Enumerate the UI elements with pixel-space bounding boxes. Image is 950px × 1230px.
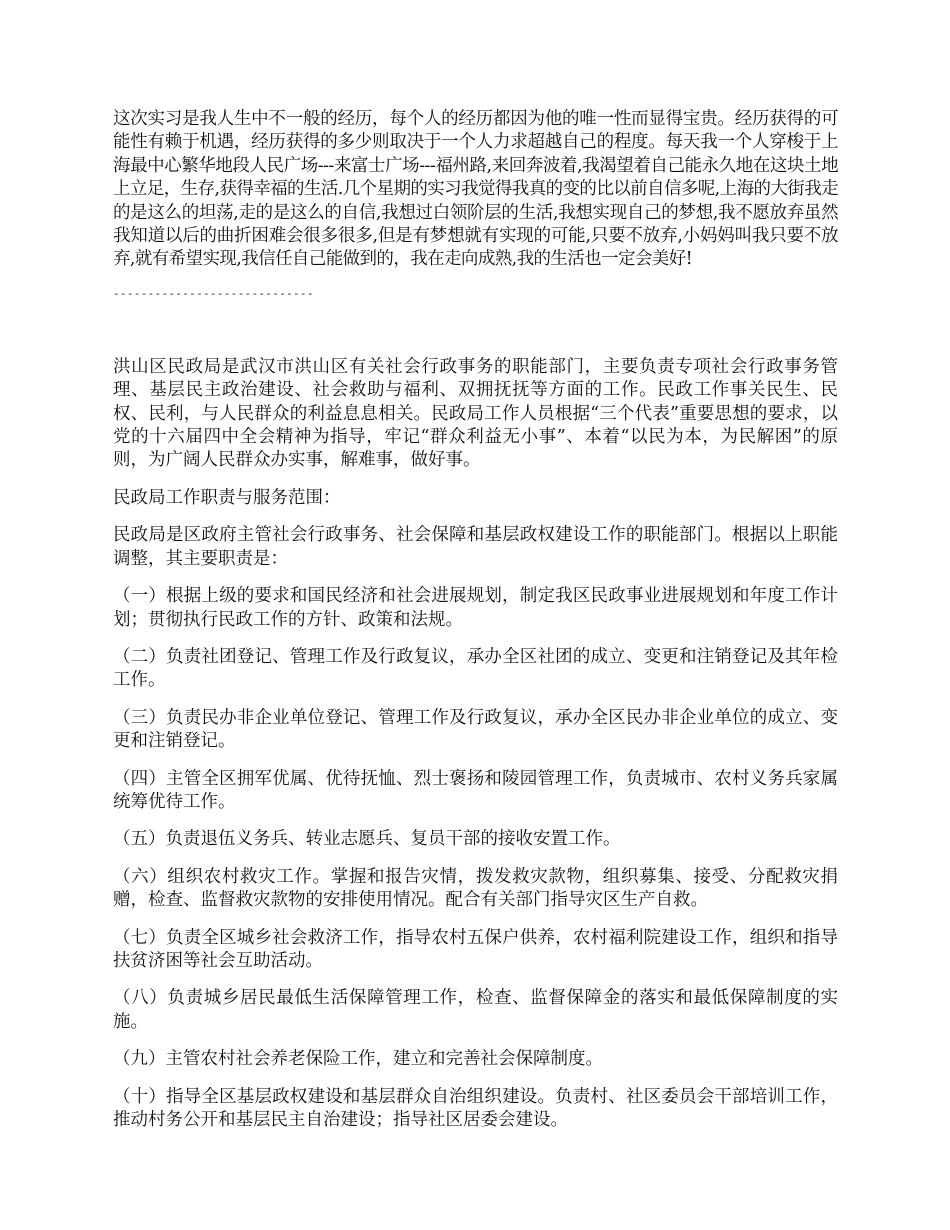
- duty-item-10: （十）指导全区基层政权建设和基层群众自治组织建设。负责村、社区委员会干部培训工作，推动村务公开和基层民主自治建设；指导社区居委会建设。: [113, 1086, 838, 1130]
- duty-item-4: （四）主管全区拥军优属、优待抚恤、烈士褒扬和陵园管理工作，负责城市、农村义务兵家属统筹优待工作。: [113, 768, 838, 812]
- document-page: [113, 108, 838, 1146]
- duty-item-9: （九）主管农村社会养老保险工作，建立和完善社会保障制度。: [113, 1049, 603, 1070]
- duty-item-1: （一）根据上级的要求和国民经济和社会进展规划，制定我区民政事业进展规划和年度工作计划；贯彻执行民政工作的方针、政策和法规。: [113, 586, 838, 630]
- duty-item-2: （二）负责社团登记、管理工作及行政复议，承办全区社团的成立、变更和注销登记及其年检工作。: [113, 646, 838, 691]
- duties-heading: 民政局工作职责与服务范围：: [113, 487, 341, 508]
- internship-reflection-paragraph: 这次实习是我人生中不一般的经历，每个人的经历都因为他的唯一性而显得宝贵。经历获得的可能性有赖于机遇，经历获得的多少则取决于一个人力求超越自己的程度。每天我一个人穿梭于上海最中心繁华地段人民广场---来富士广场---福州路,来回奔波着,我渴望着自己能永久地在这块土地上立足，生存,获得幸福的生活.几个星期的实习我觉得我真的变的比以前自信多呢,上海的大街我走的是这么的坦荡,走的是这么的自信,我想过白领阶层的生活,我想实现自己的梦想,我不愿放弃虽然我知道以后的曲折困难会很多很多,但是有梦想就有实现的可能,只要不放弃,小妈妈叫我只要不放弃,就有希望实现,我信任自己能做到的，我在走向成熟,我的生活也一定会美好!: [113, 109, 838, 270]
- duties-summary-paragraph: 民政局是区政府主管社会行政事务、社会保障和基层政权建设工作的职能部门。根据以上职能调整，其主要职责是：: [113, 525, 838, 569]
- duty-item-8: （八）负责城乡居民最低生活保障管理工作，检查、监督保障金的落实和最低保障制度的实施。: [113, 988, 838, 1032]
- section-separator: -----------------------------: [113, 286, 314, 300]
- duty-item-7: （七）负责全区城乡社会救济工作，指导农村五保户供养，农村福利院建设工作，组织和指导扶贫济困等社会互助活动。: [113, 927, 838, 971]
- civil-affairs-section: [113, 356, 838, 1133]
- duty-item-3: （三）负责民办非企业单位登记、管理工作及行政复议，承办全区民办非企业单位的成立、变更和注销登记。: [113, 707, 838, 752]
- duty-item-5: （五）负责退伍义务兵、转业志愿兵、复员干部的接收安置工作。: [113, 829, 621, 850]
- bureau-intro-paragraph: 洪山区民政局是武汉市洪山区有关社会行政事务的职能部门，主要负责专项社会行政事务管理、基层民主政治建设、社会救助与福利、双拥抚抚等方面的工作。民政工作事关民生、民权、民利，与人民群众的利益息息相关。民政局工作人员根据“三个代表”重要思想的要求，以党的十六届四中全会精神为指导，牢记“群众利益无小事”、本着“以民为本，为民解困”的原则，为广阔人民群众办实事，解难事，做好事。: [113, 356, 838, 471]
- duty-item-6: （六）组织农村救灾工作。掌握和报告灾情，拨发救灾款物，组织募集、接受、分配救灾捐赠，检查、监督救灾款物的安排使用情况。配合有关部门指导灾区生产自救。: [113, 866, 838, 911]
